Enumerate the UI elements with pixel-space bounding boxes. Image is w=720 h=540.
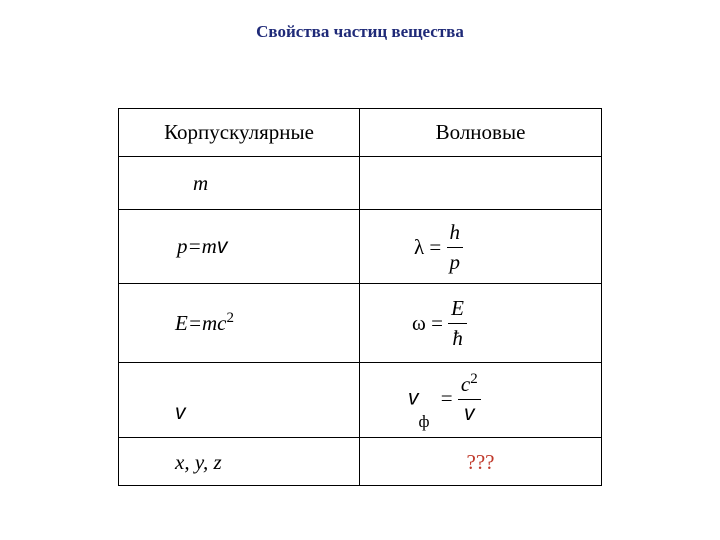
cell-wavelength: [360, 210, 602, 284]
header-row: [119, 109, 602, 157]
frequency-lhs: ω =: [412, 311, 443, 335]
table-row: [119, 157, 602, 210]
phase-velocity-formula: [408, 371, 481, 432]
energy-base: E=mc: [175, 311, 227, 335]
cell-empty: [360, 157, 602, 210]
energy-formula: [175, 310, 234, 336]
cell-velocity: [119, 363, 360, 438]
fraction-denominator: ħ: [452, 326, 463, 350]
light-speed-exponent: 2: [470, 371, 478, 387]
column-header-wave: Волновые: [360, 109, 602, 157]
fraction-denominator: v: [464, 402, 475, 425]
cell-unknown: [360, 438, 602, 486]
cell-coordinates: [119, 438, 360, 486]
velocity-symbol: v: [216, 235, 228, 258]
frequency-fraction: [448, 296, 467, 351]
frequency-formula: [412, 296, 467, 351]
coordinates-text: x, y, z: [175, 450, 222, 474]
cell-phase-velocity: [360, 363, 602, 438]
table-row: [119, 438, 602, 486]
fraction-denominator: p: [449, 250, 461, 274]
fraction-numerator: h: [447, 220, 464, 248]
fraction-numerator: E: [448, 296, 467, 324]
phase-velocity-symbol: v: [408, 386, 419, 410]
wavelength-formula: [414, 220, 463, 275]
mass-symbol: m: [193, 171, 209, 195]
column-header-corpuscular: Корпускулярные: [119, 109, 360, 157]
wavelength-fraction: [447, 220, 464, 275]
phase-velocity-fraction: [458, 371, 481, 426]
energy-exponent: 2: [226, 310, 234, 326]
velocity-symbol: v: [175, 401, 186, 424]
table-row: [119, 363, 602, 438]
table-row: [119, 284, 602, 363]
momentum-text: p=m: [177, 234, 217, 258]
unknown-marker: ???: [466, 450, 495, 474]
phase-subscript: ф: [418, 412, 430, 432]
cell-frequency: [360, 284, 602, 363]
wavelength-lhs: λ =: [414, 235, 442, 259]
phase-equals: =: [440, 386, 453, 410]
fraction-numerator: [458, 371, 481, 400]
cell-energy: [119, 284, 360, 363]
cell-momentum: [119, 210, 360, 284]
page-title: Свойства частиц вещества: [256, 22, 464, 41]
momentum-formula: [177, 234, 227, 259]
light-speed-symbol: c: [460, 372, 471, 396]
properties-table: [118, 108, 602, 486]
cell-mass: [119, 157, 360, 210]
table-row: [119, 210, 602, 284]
